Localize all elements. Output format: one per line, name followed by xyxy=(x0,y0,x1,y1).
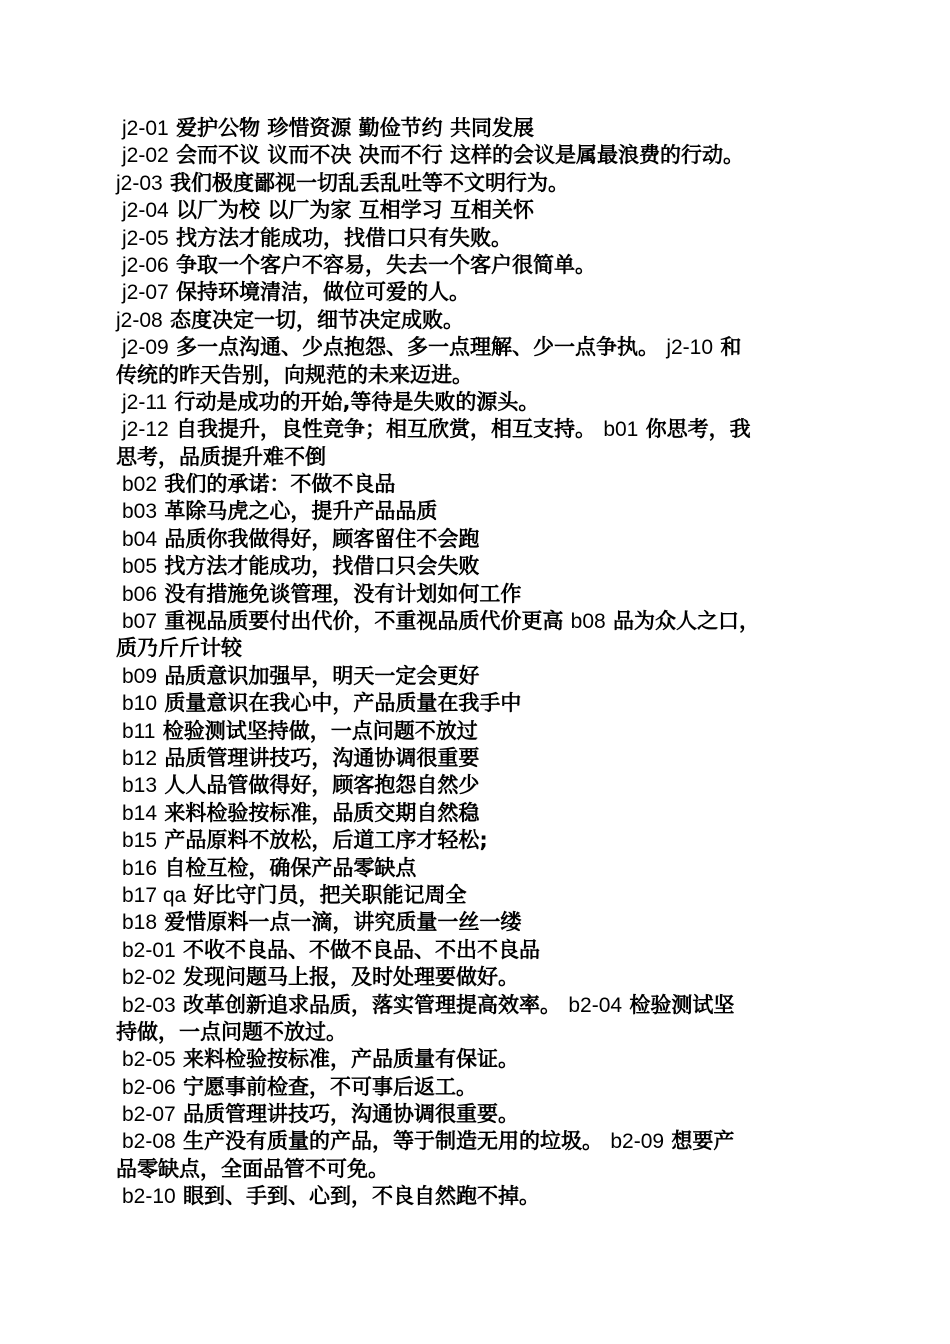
slogan-line xyxy=(116,307,836,334)
slogan-code: b04 xyxy=(122,527,158,551)
slogan-line xyxy=(116,663,836,690)
slogan-code: b17 qa xyxy=(122,883,187,907)
slogan-line xyxy=(116,800,836,827)
slogan-code: b11 xyxy=(122,719,156,743)
slogan-code: b01 xyxy=(603,418,639,442)
slogan-line xyxy=(116,964,836,991)
slogan-text: 没有措施免谈管理，没有计划如何工作 xyxy=(157,581,522,606)
slogan-line xyxy=(116,635,836,662)
slogan-code: j2-12 xyxy=(122,418,169,442)
slogan-text: 好比守门员，把关职能记周全 xyxy=(186,882,467,907)
slogan-text: 我们极度鄙视一切乱丢乱吐等不文明行为。 xyxy=(162,170,570,195)
slogan-line xyxy=(116,1074,836,1101)
slogan-text: 你思考，我 xyxy=(638,417,751,442)
slogan-line xyxy=(116,526,836,553)
slogan-code: j2-03 xyxy=(116,171,163,195)
slogan-text: 找方法才能成功，找借口只会失败 xyxy=(157,554,480,579)
slogan-code: j2-01 xyxy=(122,117,169,140)
slogan-code: b2-01 xyxy=(122,938,176,962)
slogan-code: b13 xyxy=(122,774,158,798)
slogan-line xyxy=(116,444,836,471)
slogan-text: 品质意识加强早，明天一定会更好 xyxy=(157,663,480,688)
slogan-line xyxy=(116,772,836,799)
slogan-text: 质乃斤斤计较 xyxy=(116,636,242,661)
slogan-text: 找方法才能成功，找借口只有失败。 xyxy=(168,225,513,250)
slogan-line xyxy=(116,608,836,635)
slogan-text: 重视品质要付出代价，不重视品质代价更高 xyxy=(157,609,571,634)
slogan-text: 质量意识在我心中，产品质量在我手中 xyxy=(157,691,522,716)
slogan-text: 以厂为校 以厂为家 互相学习 互相关怀 xyxy=(168,198,534,223)
slogan-line xyxy=(116,882,836,909)
slogan-code: b14 xyxy=(122,801,158,825)
slogan-code: b2-06 xyxy=(122,1075,176,1099)
slogan-text: 爱惜原料一点一滴，讲究质量一丝一缕 xyxy=(157,910,522,935)
slogan-line xyxy=(116,197,836,224)
slogan-text: 和 xyxy=(713,335,742,360)
slogan-list xyxy=(116,115,836,1211)
slogan-code: j2-11 xyxy=(122,390,168,414)
slogan-line xyxy=(116,334,836,361)
slogan-text: 检验测试坚 xyxy=(622,992,735,1017)
slogan-text: 态度决定一切，细节决定成败。 xyxy=(162,307,465,332)
slogan-text: 传统的昨天告别，向规范的未来迈进。 xyxy=(116,362,473,387)
slogan-text: 来料检验按标准，产品质量有保证。 xyxy=(175,1047,520,1072)
slogan-code: b07 xyxy=(122,610,158,634)
slogan-text: 想要产 xyxy=(664,1129,735,1154)
slogan-line xyxy=(116,745,836,772)
slogan-text: 产品原料不放松，后道工序才轻松; xyxy=(157,828,488,853)
slogan-line xyxy=(116,498,836,525)
slogan-line xyxy=(116,115,836,142)
slogan-text: 多一点沟通、少点抱怨、多一点理解、少一点争执。 xyxy=(168,335,667,360)
slogan-code: b16 xyxy=(122,856,158,880)
slogan-code: b15 xyxy=(122,829,158,853)
slogan-code: b2-03 xyxy=(122,993,176,1017)
slogan-line xyxy=(116,225,836,252)
slogan-code: j2-07 xyxy=(122,281,169,305)
slogan-code: b2-08 xyxy=(122,1130,176,1154)
slogan-code: b2-04 xyxy=(568,993,623,1017)
slogan-line xyxy=(116,416,836,443)
slogan-code: b2-02 xyxy=(122,966,176,990)
slogan-line xyxy=(116,1156,836,1183)
slogan-code: j2-10 xyxy=(666,336,714,360)
slogan-code: b2-05 xyxy=(122,1048,176,1072)
slogan-code: b05 xyxy=(122,555,158,579)
slogan-text: 革除马虎之心，提升产品品质 xyxy=(157,499,438,524)
slogan-text: 改革创新追求品质，落实管理提高效率。 xyxy=(175,992,569,1017)
slogan-text: 品质你我做得好，顾客留住不会跑 xyxy=(157,526,480,551)
slogan-text: 自检互检，确保产品零缺点 xyxy=(157,855,417,880)
slogan-line xyxy=(116,252,836,279)
slogan-code: b03 xyxy=(122,500,158,524)
slogan-text: 持做，一点问题不放过。 xyxy=(116,1019,347,1044)
slogan-text: 品零缺点，全面品管不可免。 xyxy=(116,1156,389,1181)
slogan-line xyxy=(116,581,836,608)
slogan-text: 保持环境清洁，做位可爱的人。 xyxy=(168,280,471,305)
slogan-text: 眼到、手到、心到，不良自然跑不掉。 xyxy=(175,1184,541,1209)
slogan-line xyxy=(116,553,836,580)
slogan-line xyxy=(116,937,836,964)
slogan-text: 品质管理讲技巧，沟通协调很重要 xyxy=(157,745,480,770)
slogan-text: 检验测试坚持做，一点问题不放过 xyxy=(155,718,478,743)
slogan-line xyxy=(116,389,836,416)
slogan-code: b10 xyxy=(122,692,158,716)
slogan-code: b18 xyxy=(122,911,158,935)
slogan-text: 人人品管做得好，顾客抱怨自然少 xyxy=(157,773,480,798)
slogan-code: j2-05 xyxy=(122,226,169,250)
slogan-line xyxy=(116,1046,836,1073)
slogan-text: 争取一个客户不容易，失去一个客户很简单。 xyxy=(168,252,597,277)
slogan-text: 品为众人之口， xyxy=(605,609,761,634)
slogan-text: 自我提升，良性竞争；相互欣赏，相互支持。 xyxy=(168,417,604,442)
slogan-line xyxy=(116,170,836,197)
slogan-line xyxy=(116,909,836,936)
slogan-code: b09 xyxy=(122,664,158,688)
slogan-line xyxy=(116,1128,836,1155)
slogan-code: j2-06 xyxy=(122,253,169,277)
slogan-code: b08 xyxy=(570,610,606,634)
slogan-text: 我们的承诺：不做不良品 xyxy=(157,472,396,497)
slogan-line xyxy=(116,1183,836,1210)
slogan-line xyxy=(116,471,836,498)
slogan-text: 来料检验按标准，品质交期自然稳 xyxy=(157,800,480,825)
slogan-code: b2-07 xyxy=(122,1103,176,1127)
slogan-text: 品质管理讲技巧，沟通协调很重要。 xyxy=(175,1102,520,1127)
slogan-line xyxy=(116,718,836,745)
slogan-text: 不收不良品、不做不良品、不出不良品 xyxy=(175,937,541,962)
slogan-code: j2-02 xyxy=(122,144,169,168)
slogan-text: 宁愿事前检查，不可事后返工。 xyxy=(175,1074,478,1099)
slogan-text: 发现问题马上报，及时处理要做好。 xyxy=(175,965,520,990)
slogan-line xyxy=(116,827,836,854)
slogan-text: 会而不议 议而不决 决而不行 这样的会议是属最浪费的行动。 xyxy=(168,143,744,168)
slogan-code: j2-04 xyxy=(122,199,169,223)
slogan-line xyxy=(116,855,836,882)
slogan-line xyxy=(116,142,836,169)
slogan-line xyxy=(116,362,836,389)
slogan-line xyxy=(116,992,836,1019)
slogan-text: 爱护公物 珍惜资源 勤俭节约 共同发展 xyxy=(168,116,534,140)
slogan-line xyxy=(116,690,836,717)
slogan-text: 行动是成功的开始,等待是失败的源头。 xyxy=(167,389,540,414)
slogan-line xyxy=(116,279,836,306)
slogan-code: b2-09 xyxy=(610,1130,665,1154)
slogan-code: b2-10 xyxy=(122,1185,176,1209)
slogan-code: j2-08 xyxy=(116,308,163,332)
slogan-text: 生产没有质量的产品，等于制造无用的垃圾。 xyxy=(175,1129,611,1154)
slogan-line xyxy=(116,1101,836,1128)
slogan-code: b02 xyxy=(122,473,158,497)
slogan-line xyxy=(116,1019,836,1046)
slogan-code: j2-09 xyxy=(122,336,169,360)
slogan-text: 思考，品质提升难不倒 xyxy=(116,444,326,469)
slogan-code: b12 xyxy=(122,746,158,770)
slogan-code: b06 xyxy=(122,582,158,606)
